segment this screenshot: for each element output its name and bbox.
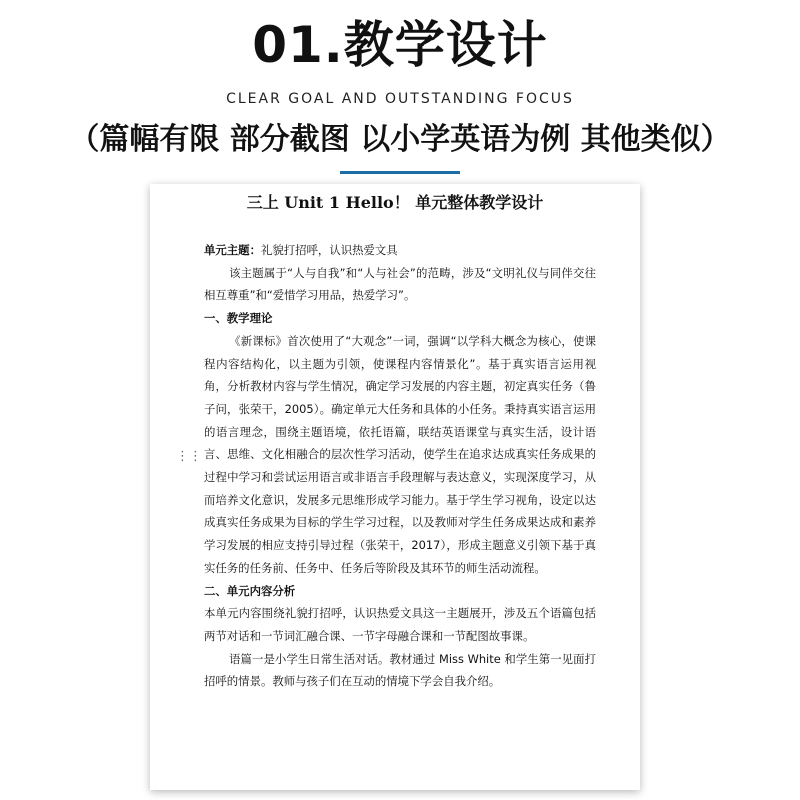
theme-label: 单元主题： — [204, 243, 261, 257]
content-analysis-paragraph: 本单元内容围绕礼貌打招呼，认识热爱文具这一主题展开，涉及五个语篇包括两节对话和一节词汇融合课、一节字母融合课和一节配图故事课。 — [204, 606, 596, 643]
document-page — [150, 184, 640, 790]
section-heading-theory: 一、教学理论 — [204, 311, 273, 326]
document-title: 三上 Unit 1 Hello！ 单元整体教学设计 — [246, 193, 544, 212]
document-body — [204, 239, 596, 693]
theory-paragraph: 《新课标》首次使用了“大观念”一词，强调“以学科大概念为核心，使课程内容结构化，以主题为引领，使课程内容情景化”。基于真实语言运用视角，分析教材内容与学生情况，确定学习发展的内容主题，初定真实任务（鲁子问，张荣干，2005）。确定单元大任务和具体的小任务。秉持真实语言运用的语言理念，围绕主题语境，依托语篇，联结英语课堂与真实生活，设计语言、思维、文化相融合的层次性学习活动，使学生在追求达成真实任务成果的过程中学习和尝试运用语言或非语言手段理解与表达意义，实现深度学习，从而培养文化意识，发展多元思维形成学习能力。基于学生学习视角，设定以达成真实任务成果为目标的学生学习过程，以及教师对学生任务成果达成和素养学习发展的相应支持引导过程（张荣干，2017），形成主题意义引领下基于真实任务的任务前、任务中、任务后等阶段及其环节的师生活动流程。 — [204, 333, 596, 575]
section-heading-content-analysis: 二、单元内容分析 — [204, 583, 296, 598]
page-note: （篇幅有限 部分截图 以小学英语为例 其他类似） — [69, 122, 731, 157]
page-subheading: CLEAR GOAL AND OUTSTANDING FOCUS — [226, 91, 574, 107]
accent-divider — [340, 171, 460, 174]
theme-line — [204, 239, 596, 262]
drag-handle-icon[interactable]: ⋮⋮ — [176, 449, 202, 464]
page-heading: 01.教学设计 — [252, 16, 548, 74]
passage-one-paragraph: 语篇一是小学生日常生活对话。教材通过 Miss White 和学生第一见面打招呼的情景。教师与孩子们在互动的情境下学会自我介绍。 — [204, 651, 596, 689]
theme-value: 礼貌打招呼，认识热爱文具 — [260, 243, 398, 257]
theme-paragraph: 该主题属于“人与自我”和“人与社会”的范畴，涉及“文明礼仪与同伴交往相互尊重”和“爱惜学习用品，热爱学习”。 — [204, 265, 596, 303]
